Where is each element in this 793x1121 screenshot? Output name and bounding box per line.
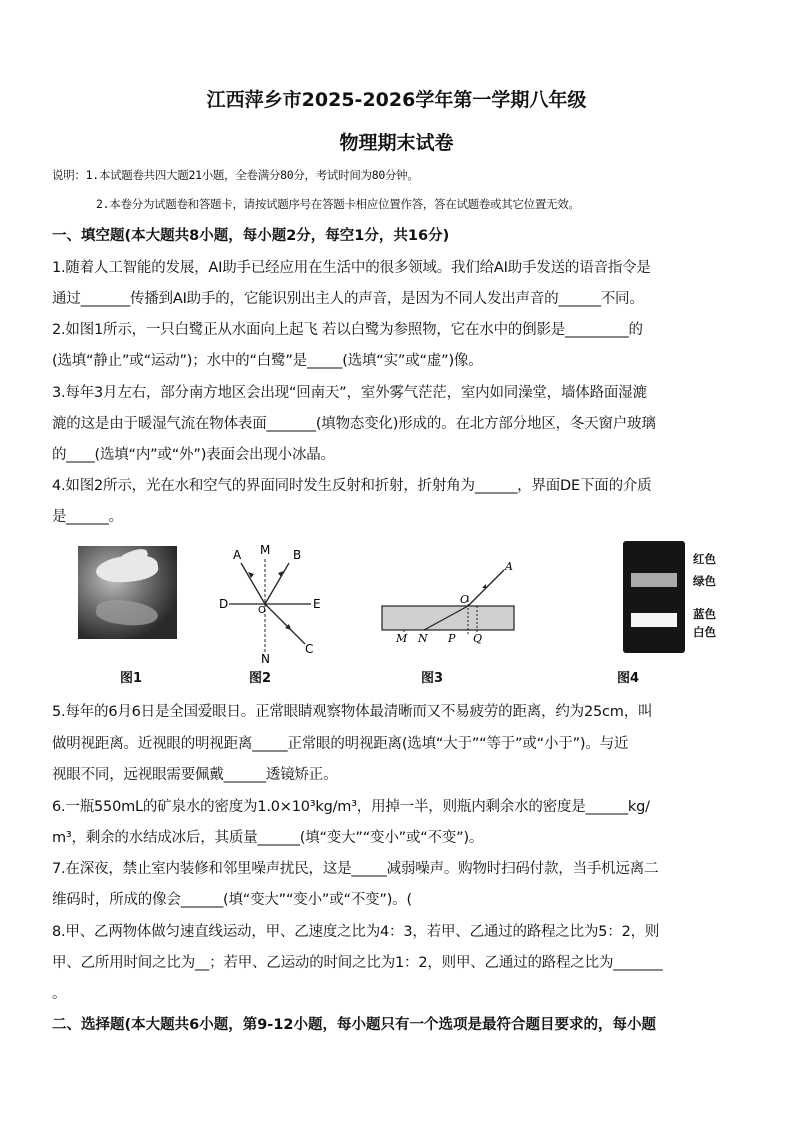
question-line: 做明视距离。近视眼的明视距离_____正常眼的明视距离(选填“大于”“等于”或“小于”)。与近	[52, 736, 629, 752]
label-o: O	[258, 605, 266, 616]
label-c: C	[305, 642, 314, 656]
label-n: N	[261, 652, 270, 666]
ray-ob	[265, 563, 289, 604]
glass-block	[382, 606, 514, 630]
egret-reflection	[95, 597, 160, 629]
fig4-label-blue: 蓝色	[693, 607, 716, 621]
fig4-label-green: 绿色	[693, 574, 716, 588]
label-d: D	[219, 597, 229, 611]
question-line: 6.一瓶550mL的矿泉水的密度为1.0×10³kg/m³，用掉一半，则瓶内剩余水的密度是______kg/	[52, 799, 650, 815]
question-line: 漉的这是由于暖湿气流在物体表面_______(填物态变化)形成的。在北方部分地区，冬天窗户玻璃	[52, 416, 656, 432]
label-p3: P	[448, 632, 456, 645]
question-line: 甲、乙所用时间之比为__；若甲、乙运动的时间之比为1：2，则甲、乙通过的路程之比为_______	[52, 955, 663, 971]
figure-3-diagram	[380, 556, 520, 646]
label-a3: A	[505, 560, 513, 573]
page-title-line1: 江西萍乡市2025-2026学年第一学期八年级	[206, 89, 587, 111]
figure-caption-4: 图4	[617, 671, 640, 686]
label-e: E	[313, 597, 321, 611]
question-line: 。	[52, 986, 67, 1002]
question-line: 8.甲、乙两物体做匀速直线运动，甲、乙速度之比为4：3，若甲、乙通过的路程之比为5：2，则	[52, 924, 660, 940]
page-title-line2: 物理期末试卷	[339, 132, 454, 154]
question-line: (选填“静止”或“运动”)；水中的“白鹭”是_____(选填“实”或“虚”)像。	[52, 353, 483, 369]
question-line: m³，剩余的水结成冰后，其质量______(填“变大”“变小”或“不变”)。	[52, 830, 484, 846]
fig4-label-white: 白色	[693, 625, 716, 639]
figure-caption-3: 图3	[421, 671, 444, 686]
question-line: 5.每年的6月6日是全国爱眼日。正常眼睛观察物体最清晰而又不易疲劳的距离，约为25cm，叫	[52, 704, 653, 720]
question-line: 视眼不同，远视眼需要佩戴______透镜矫正。	[52, 767, 338, 783]
question-line: 2.如图1所示，一只白鹭正从水面向上起飞 若以白鹭为参照物，它在水中的倒影是_________的	[52, 322, 643, 338]
question-line: 3.每年3月左右，部分南方地区会出现“回南天”，室外雾气茫茫，室内如同澡堂，墙体路面湿漉	[52, 385, 647, 401]
label-o3: O	[460, 593, 470, 606]
label-m3: M	[396, 632, 408, 645]
question-line: 是______。	[52, 509, 123, 525]
label-n3: N	[418, 632, 428, 645]
figure-1-photo	[78, 546, 177, 639]
question-line: 的____(选填“内”或“外”)表面会出现小冰晶。	[52, 447, 335, 463]
note-2: 2.本卷分为试题卷和答题卡，请按试题序号在答题卡相应位置作答，答在试题卷或其它位置无效。	[96, 197, 580, 211]
label-b: B	[293, 548, 302, 562]
figure-4-colorbox	[623, 541, 685, 653]
figure-caption-2: 图2	[249, 671, 272, 686]
section-2-heading: 二、选择题(本大题共6小题，第9-12小题，每小题只有一个选项是最符合题目要求的，每小题	[52, 1017, 656, 1033]
question-line: 通过_______传播到AI助手的，它能识别出主人的声音，是因为不同人发出声音的______不同。	[52, 291, 644, 307]
figure-caption-1: 图1	[120, 671, 143, 686]
note-1: 说明：1.本试题卷共四大题21小题，全卷满分80分，考试时间为80分钟。	[52, 168, 419, 182]
label-q3: Q	[473, 632, 483, 645]
arrow-a3	[482, 584, 486, 588]
label-m: M	[260, 543, 271, 557]
fig4-label-red: 红色	[693, 552, 716, 566]
question-line: 4.如图2所示，光在水和空气的界面同时发生反射和折射，折射角为______，界面DE下面的介质	[52, 478, 652, 494]
question-line: 1.随着人工智能的发展，AI助手已经应用在生活中的很多领域。我们给AI助手发送的语音指令是	[52, 260, 651, 276]
question-line: 维码时，所成的像会______(填“变大”“变小”或“不变”)。(	[52, 892, 412, 908]
stripe-green	[631, 573, 677, 587]
figure-2-diagram	[215, 541, 325, 666]
section-1-heading: 一、填空题(本大题共8小题，每小题2分，每空1分，共16分)	[52, 228, 450, 244]
ray-oc	[265, 604, 305, 644]
label-a: A	[233, 548, 242, 562]
stripe-white	[631, 613, 677, 627]
ray-ao	[241, 563, 265, 604]
question-line: 7.在深夜，禁止室内装修和邻里噪声扰民，这是_____减弱噪声。购物时扫码付款，当手机远离二	[52, 861, 659, 877]
